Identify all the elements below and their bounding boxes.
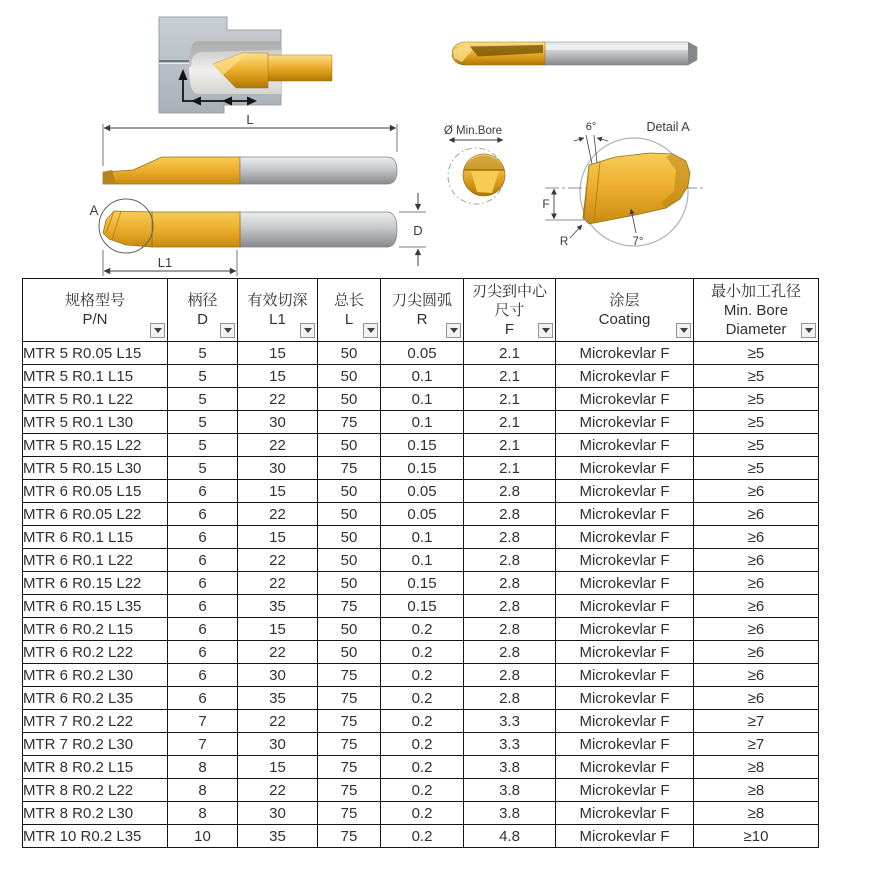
filter-button[interactable]: [363, 323, 378, 338]
dim-D-label: D: [413, 223, 423, 238]
cell-d: 6: [168, 480, 238, 503]
cell-d: 8: [168, 779, 238, 802]
header-line: Min. Bore: [723, 301, 789, 319]
tool-photo-figure: [452, 42, 697, 65]
filter-button[interactable]: [300, 323, 315, 338]
header-line: L1: [269, 311, 286, 328]
cell-pn: MTR 5 R0.05 L15: [23, 342, 168, 365]
angle-7-label: 7°: [632, 236, 644, 248]
table-row: [23, 457, 819, 480]
table-row: [23, 549, 819, 572]
cell-coating: Microkevlar F: [556, 434, 694, 457]
cell-min-bore: ≥5: [694, 434, 819, 457]
cell-pn: MTR 6 R0.15 L22: [23, 572, 168, 595]
cell-r: 0.2: [381, 641, 464, 664]
cell-l: 75: [318, 687, 381, 710]
cell-l: 50: [318, 641, 381, 664]
cell-d: 5: [168, 434, 238, 457]
cell-min-bore: ≥8: [694, 802, 819, 825]
cell-l: 50: [318, 503, 381, 526]
cell-f: 2.1: [464, 434, 556, 457]
cell-d: 7: [168, 710, 238, 733]
cell-d: 6: [168, 526, 238, 549]
cell-coating: Microkevlar F: [556, 503, 694, 526]
chevron-down-icon: [680, 328, 688, 333]
header-line: 有效切深: [247, 292, 308, 309]
min-bore-figure: [444, 125, 505, 204]
header-line: 规格型号: [64, 292, 125, 309]
cell-l: 50: [318, 434, 381, 457]
header-row: [23, 279, 819, 342]
detail-a-title: Detail A: [646, 120, 690, 134]
cell-coating: Microkevlar F: [556, 342, 694, 365]
table-row: [23, 411, 819, 434]
col-header-f: [464, 279, 556, 342]
cell-d: 5: [168, 342, 238, 365]
cell-l1: 35: [238, 825, 318, 848]
cell-f: 3.8: [464, 756, 556, 779]
cell-min-bore: ≥5: [694, 388, 819, 411]
cell-r: 0.2: [381, 710, 464, 733]
cell-min-bore: ≥6: [694, 687, 819, 710]
cell-l: 75: [318, 595, 381, 618]
chevron-down-icon: [224, 328, 232, 333]
cell-pn: MTR 7 R0.2 L30: [23, 733, 168, 756]
dim-F-label: F: [542, 197, 550, 211]
cell-l: 50: [318, 365, 381, 388]
cell-f: 3.3: [464, 710, 556, 733]
cell-pn: MTR 6 R0.15 L35: [23, 595, 168, 618]
cell-f: 2.8: [464, 480, 556, 503]
cell-r: 0.2: [381, 618, 464, 641]
col-header-d: [168, 279, 238, 342]
cell-r: 0.2: [381, 733, 464, 756]
table-row: [23, 618, 819, 641]
tool-diagram-svg: [0, 0, 891, 278]
cell-d: 5: [168, 388, 238, 411]
header-line: 最小加工孔径: [710, 282, 801, 300]
cell-coating: Microkevlar F: [556, 618, 694, 641]
cell-pn: MTR 6 R0.2 L35: [23, 687, 168, 710]
cell-d: 6: [168, 664, 238, 687]
cell-min-bore: ≥10: [694, 825, 819, 848]
cell-f: 3.3: [464, 733, 556, 756]
filter-button[interactable]: [446, 323, 461, 338]
cell-f: 2.1: [464, 411, 556, 434]
cell-f: 2.1: [464, 342, 556, 365]
cell-d: 8: [168, 802, 238, 825]
cell-pn: MTR 6 R0.1 L22: [23, 549, 168, 572]
filter-button[interactable]: [150, 323, 165, 338]
table-row: [23, 779, 819, 802]
cell-coating: Microkevlar F: [556, 549, 694, 572]
cell-coating: Microkevlar F: [556, 411, 694, 434]
dim-L1-label: L1: [157, 255, 173, 270]
cell-f: 2.8: [464, 503, 556, 526]
cell-d: 5: [168, 365, 238, 388]
spec-table: [22, 278, 819, 848]
cell-l: 50: [318, 342, 381, 365]
cell-r: 0.05: [381, 480, 464, 503]
filter-button[interactable]: [538, 323, 553, 338]
cell-l: 50: [318, 526, 381, 549]
cell-d: 6: [168, 641, 238, 664]
cell-r: 0.2: [381, 756, 464, 779]
cell-d: 10: [168, 825, 238, 848]
cell-min-bore: ≥8: [694, 779, 819, 802]
cell-l1: 22: [238, 572, 318, 595]
cell-min-bore: ≥6: [694, 480, 819, 503]
cell-l1: 15: [238, 480, 318, 503]
cell-min-bore: ≥6: [694, 595, 819, 618]
chevron-down-icon: [304, 328, 312, 333]
cell-l1: 15: [238, 526, 318, 549]
cell-d: 5: [168, 457, 238, 480]
cell-d: 6: [168, 549, 238, 572]
table-row: [23, 687, 819, 710]
dim-R-label: R: [559, 236, 569, 248]
header-line: P/N: [82, 311, 108, 328]
cell-r: 0.1: [381, 411, 464, 434]
cell-l1: 30: [238, 664, 318, 687]
cell-coating: Microkevlar F: [556, 802, 694, 825]
cell-pn: MTR 5 R0.1 L30: [23, 411, 168, 434]
cell-min-bore: ≥5: [694, 457, 819, 480]
cell-coating: Microkevlar F: [556, 641, 694, 664]
cell-d: 6: [168, 503, 238, 526]
table-row: [23, 733, 819, 756]
chevron-down-icon: [450, 328, 458, 333]
col-header-l: [318, 279, 381, 342]
cell-r: 0.2: [381, 802, 464, 825]
cell-r: 0.15: [381, 434, 464, 457]
cell-r: 0.2: [381, 825, 464, 848]
min-bore-label: Ø Min.Bore: [443, 125, 503, 137]
cell-pn: MTR 6 R0.2 L22: [23, 641, 168, 664]
cell-min-bore: ≥6: [694, 641, 819, 664]
cell-l1: 15: [238, 756, 318, 779]
cell-f: 3.8: [464, 779, 556, 802]
cell-coating: Microkevlar F: [556, 572, 694, 595]
header-line: 涂层: [609, 292, 640, 309]
dim-L-label: L: [246, 112, 254, 127]
header-line: 刃尖到中心: [471, 282, 547, 300]
cell-pn: MTR 6 R0.05 L22: [23, 503, 168, 526]
cell-l1: 22: [238, 779, 318, 802]
header-line: 柄径: [187, 292, 218, 309]
header-line: Coating: [598, 311, 651, 328]
col-header-l1: [238, 279, 318, 342]
detail-a-figure: [542, 120, 706, 248]
cell-coating: Microkevlar F: [556, 457, 694, 480]
cell-coating: Microkevlar F: [556, 480, 694, 503]
cell-min-bore: ≥7: [694, 733, 819, 756]
table-row: [23, 503, 819, 526]
chevron-down-icon: [367, 328, 375, 333]
table-row: [23, 664, 819, 687]
cell-f: 2.8: [464, 526, 556, 549]
cell-coating: Microkevlar F: [556, 365, 694, 388]
chevron-down-icon: [805, 328, 813, 333]
cell-pn: MTR 5 R0.1 L15: [23, 365, 168, 388]
col-header-coating: [556, 279, 694, 342]
header-line: D: [197, 311, 208, 328]
cell-l1: 22: [238, 549, 318, 572]
cell-r: 0.2: [381, 779, 464, 802]
col-header-pn: [23, 279, 168, 342]
table-row: [23, 756, 819, 779]
cell-l: 75: [318, 457, 381, 480]
cell-l1: 35: [238, 687, 318, 710]
cell-l: 50: [318, 572, 381, 595]
filter-button[interactable]: [220, 323, 235, 338]
cell-f: 2.1: [464, 365, 556, 388]
cell-min-bore: ≥6: [694, 503, 819, 526]
cell-pn: MTR 6 R0.2 L30: [23, 664, 168, 687]
cell-f: 3.8: [464, 802, 556, 825]
table-row: [23, 595, 819, 618]
cell-min-bore: ≥6: [694, 664, 819, 687]
table-row: [23, 825, 819, 848]
col-header-min-bore: [694, 279, 819, 342]
table-row: [23, 480, 819, 503]
header-line: Diameter: [725, 320, 787, 338]
table-row: [23, 802, 819, 825]
cell-l1: 15: [238, 618, 318, 641]
cell-pn: MTR 8 R0.2 L15: [23, 756, 168, 779]
cell-coating: Microkevlar F: [556, 664, 694, 687]
table-row: [23, 641, 819, 664]
cell-r: 0.15: [381, 572, 464, 595]
cell-pn: MTR 8 R0.2 L30: [23, 802, 168, 825]
cell-coating: Microkevlar F: [556, 710, 694, 733]
cell-min-bore: ≥5: [694, 411, 819, 434]
cell-pn: MTR 6 R0.2 L15: [23, 618, 168, 641]
table-row: [23, 710, 819, 733]
cell-pn: MTR 6 R0.05 L15: [23, 480, 168, 503]
cell-pn: MTR 7 R0.2 L22: [23, 710, 168, 733]
cell-l: 75: [318, 710, 381, 733]
workpiece-section-figure: [159, 17, 332, 113]
cell-r: 0.1: [381, 549, 464, 572]
cell-d: 6: [168, 687, 238, 710]
cell-pn: MTR 10 R0.2 L35: [23, 825, 168, 848]
cell-f: 2.8: [464, 595, 556, 618]
cell-l1: 22: [238, 641, 318, 664]
cell-f: 2.8: [464, 572, 556, 595]
cell-l: 75: [318, 802, 381, 825]
cell-coating: Microkevlar F: [556, 595, 694, 618]
cell-f: 2.1: [464, 457, 556, 480]
table-row: [23, 365, 819, 388]
cell-l1: 15: [238, 342, 318, 365]
header-line: L: [344, 311, 354, 328]
cell-f: 4.8: [464, 825, 556, 848]
cell-l: 50: [318, 480, 381, 503]
cell-f: 2.8: [464, 618, 556, 641]
cell-pn: MTR 8 R0.2 L22: [23, 779, 168, 802]
cell-pn: MTR 5 R0.15 L30: [23, 457, 168, 480]
cell-r: 0.05: [381, 342, 464, 365]
cell-coating: Microkevlar F: [556, 779, 694, 802]
header-line: F: [504, 320, 515, 338]
cell-min-bore: ≥6: [694, 526, 819, 549]
cell-l: 50: [318, 618, 381, 641]
cell-l1: 15: [238, 365, 318, 388]
cell-l: 50: [318, 388, 381, 411]
cell-coating: Microkevlar F: [556, 756, 694, 779]
chevron-down-icon: [542, 328, 550, 333]
header-line: R: [416, 311, 428, 328]
cell-coating: Microkevlar F: [556, 733, 694, 756]
col-header-r: [381, 279, 464, 342]
technical-diagram: [0, 0, 891, 278]
cell-pn: MTR 6 R0.1 L15: [23, 526, 168, 549]
cell-coating: Microkevlar F: [556, 388, 694, 411]
cell-d: 8: [168, 756, 238, 779]
cell-r: 0.2: [381, 687, 464, 710]
cell-r: 0.1: [381, 365, 464, 388]
cell-l1: 30: [238, 457, 318, 480]
cell-l: 75: [318, 779, 381, 802]
filter-button[interactable]: [801, 323, 816, 338]
cell-min-bore: ≥7: [694, 710, 819, 733]
cell-d: 5: [168, 411, 238, 434]
table-row: [23, 434, 819, 457]
cell-l1: 22: [238, 503, 318, 526]
cell-min-bore: ≥6: [694, 572, 819, 595]
table-row: [23, 526, 819, 549]
cell-f: 2.8: [464, 687, 556, 710]
cell-f: 2.8: [464, 549, 556, 572]
spec-table-body: [23, 342, 819, 848]
cell-min-bore: ≥5: [694, 342, 819, 365]
chevron-down-icon: [154, 328, 162, 333]
cell-min-bore: ≥8: [694, 756, 819, 779]
angle-6-label: 6°: [585, 121, 597, 133]
cell-l: 75: [318, 825, 381, 848]
cell-d: 6: [168, 572, 238, 595]
cell-l1: 22: [238, 710, 318, 733]
cell-coating: Microkevlar F: [556, 825, 694, 848]
cell-l1: 22: [238, 434, 318, 457]
header-line: 刀尖圆弧: [391, 292, 452, 309]
cell-min-bore: ≥5: [694, 365, 819, 388]
table-row: [23, 342, 819, 365]
cell-r: 0.15: [381, 595, 464, 618]
table-row: [23, 572, 819, 595]
cell-l1: 30: [238, 733, 318, 756]
cell-d: 6: [168, 595, 238, 618]
cell-l: 75: [318, 733, 381, 756]
detail-callout-label: A: [89, 203, 99, 218]
table-row: [23, 388, 819, 411]
cell-d: 7: [168, 733, 238, 756]
cell-coating: Microkevlar F: [556, 526, 694, 549]
header-line: 尺寸: [494, 301, 525, 319]
cell-f: 2.8: [464, 664, 556, 687]
cell-l: 50: [318, 549, 381, 572]
dimension-drawing: [89, 112, 426, 276]
cell-l1: 30: [238, 411, 318, 434]
cell-pn: MTR 5 R0.1 L22: [23, 388, 168, 411]
cell-min-bore: ≥6: [694, 618, 819, 641]
filter-button[interactable]: [676, 323, 691, 338]
cell-r: 0.1: [381, 526, 464, 549]
cell-r: 0.15: [381, 457, 464, 480]
cell-r: 0.2: [381, 664, 464, 687]
header-line: 总长: [333, 292, 364, 309]
cell-l1: 22: [238, 388, 318, 411]
cell-min-bore: ≥6: [694, 549, 819, 572]
cell-f: 2.8: [464, 641, 556, 664]
cell-coating: Microkevlar F: [556, 687, 694, 710]
cell-l: 75: [318, 756, 381, 779]
cell-f: 2.1: [464, 388, 556, 411]
cell-l1: 30: [238, 802, 318, 825]
cell-l: 75: [318, 411, 381, 434]
cell-l: 75: [318, 664, 381, 687]
cell-d: 6: [168, 618, 238, 641]
cell-r: 0.1: [381, 388, 464, 411]
cell-r: 0.05: [381, 503, 464, 526]
cell-pn: MTR 5 R0.15 L22: [23, 434, 168, 457]
cell-l1: 35: [238, 595, 318, 618]
